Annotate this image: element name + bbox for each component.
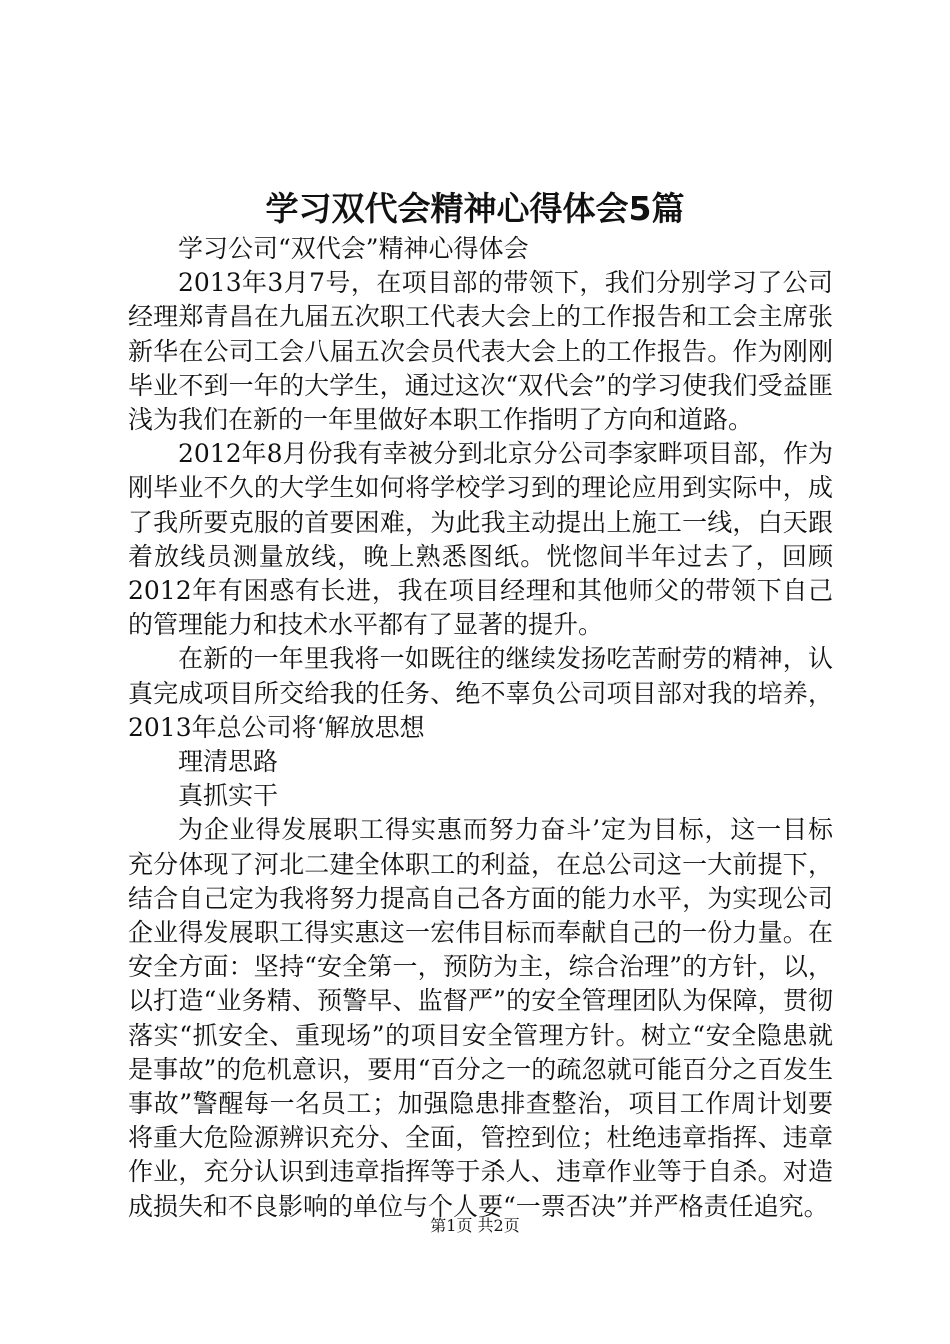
paragraph: 2013年3月7号，在项目部的带领下，我们分别学习了公司经理郑青昌在九届五次职工代表大会上的工作报告和工会主席张新华在公司工会八届五次会员代表大会上的工作报告。作为刚刚毕业不到一年的大学生，通过这次“双代会”的学习使我们受益匪浅为我们在新的一年里做好本职工作指明了方向和道路。 [128,268,833,435]
paragraph: 在新的一年里我将一如既往的继续发扬吃苦耐劳的精神，认真完成项目所交给我的任务、绝不辜负公司项目部对我的培养，2013年总公司将‘解放思想 [128,644,833,742]
paragraph: 为企业得发展职工得实惠而努力奋斗’定为目标，这一目标充分体现了河北二建全体职工的利益，在总公司这一大前提下，结合自己定为我将努力提高自己各方面的能力水平，为实现公司企业得发展职工得实惠这一宏伟目标而奉献自己的一份力量。在安全方面：坚持“安全第一，预防为主，综合治理”的方针，以，以打造“业务精、预警早、监督严”的安全管理团队为保障，贯彻落实“抓安全、重现场”的项目安全管理方针。树立“安全隐患就是事故”的危机意识，要用“百分之一的疏忽就可能百分之百发生事故”警醒每一名员工；加强隐患排查整治，项目工作周计划要将重大危险源辨识充分、全面，管控到位；杜绝违章指挥、违章作业，充分认识到违章指挥等于杀人、违章作业等于自杀。对造成损失和不良影响的单位与个人要“一票否决”并严格责任追究。 [128,815,833,1221]
document-title: 学习双代会精神心得体会5篇 [265,189,685,228]
paragraph-subtitle: 学习公司“双代会”精神心得体会 [178,234,529,263]
page-footer: 第1页 共2页 [430,1216,520,1235]
paragraph: 理清思路 [178,747,279,777]
paragraph: 真抓实干 [178,781,279,811]
paragraph: 2012年8月份我有幸被分到北京分公司李家畔项目部，作为刚毕业不久的大学生如何将学校学习到的理论应用到实际中，成了我所要克服的首要困难，为此我主动提出上施工一线，白天跟着放线员测量放线，晚上熟悉图纸。恍惚间半年过去了，回顾2012年有困惑有长进，我在项目经理和其他师父的带领下自己的管理能力和技术水平都有了显著的提升。 [128,439,833,640]
document-body [128,232,833,1224]
